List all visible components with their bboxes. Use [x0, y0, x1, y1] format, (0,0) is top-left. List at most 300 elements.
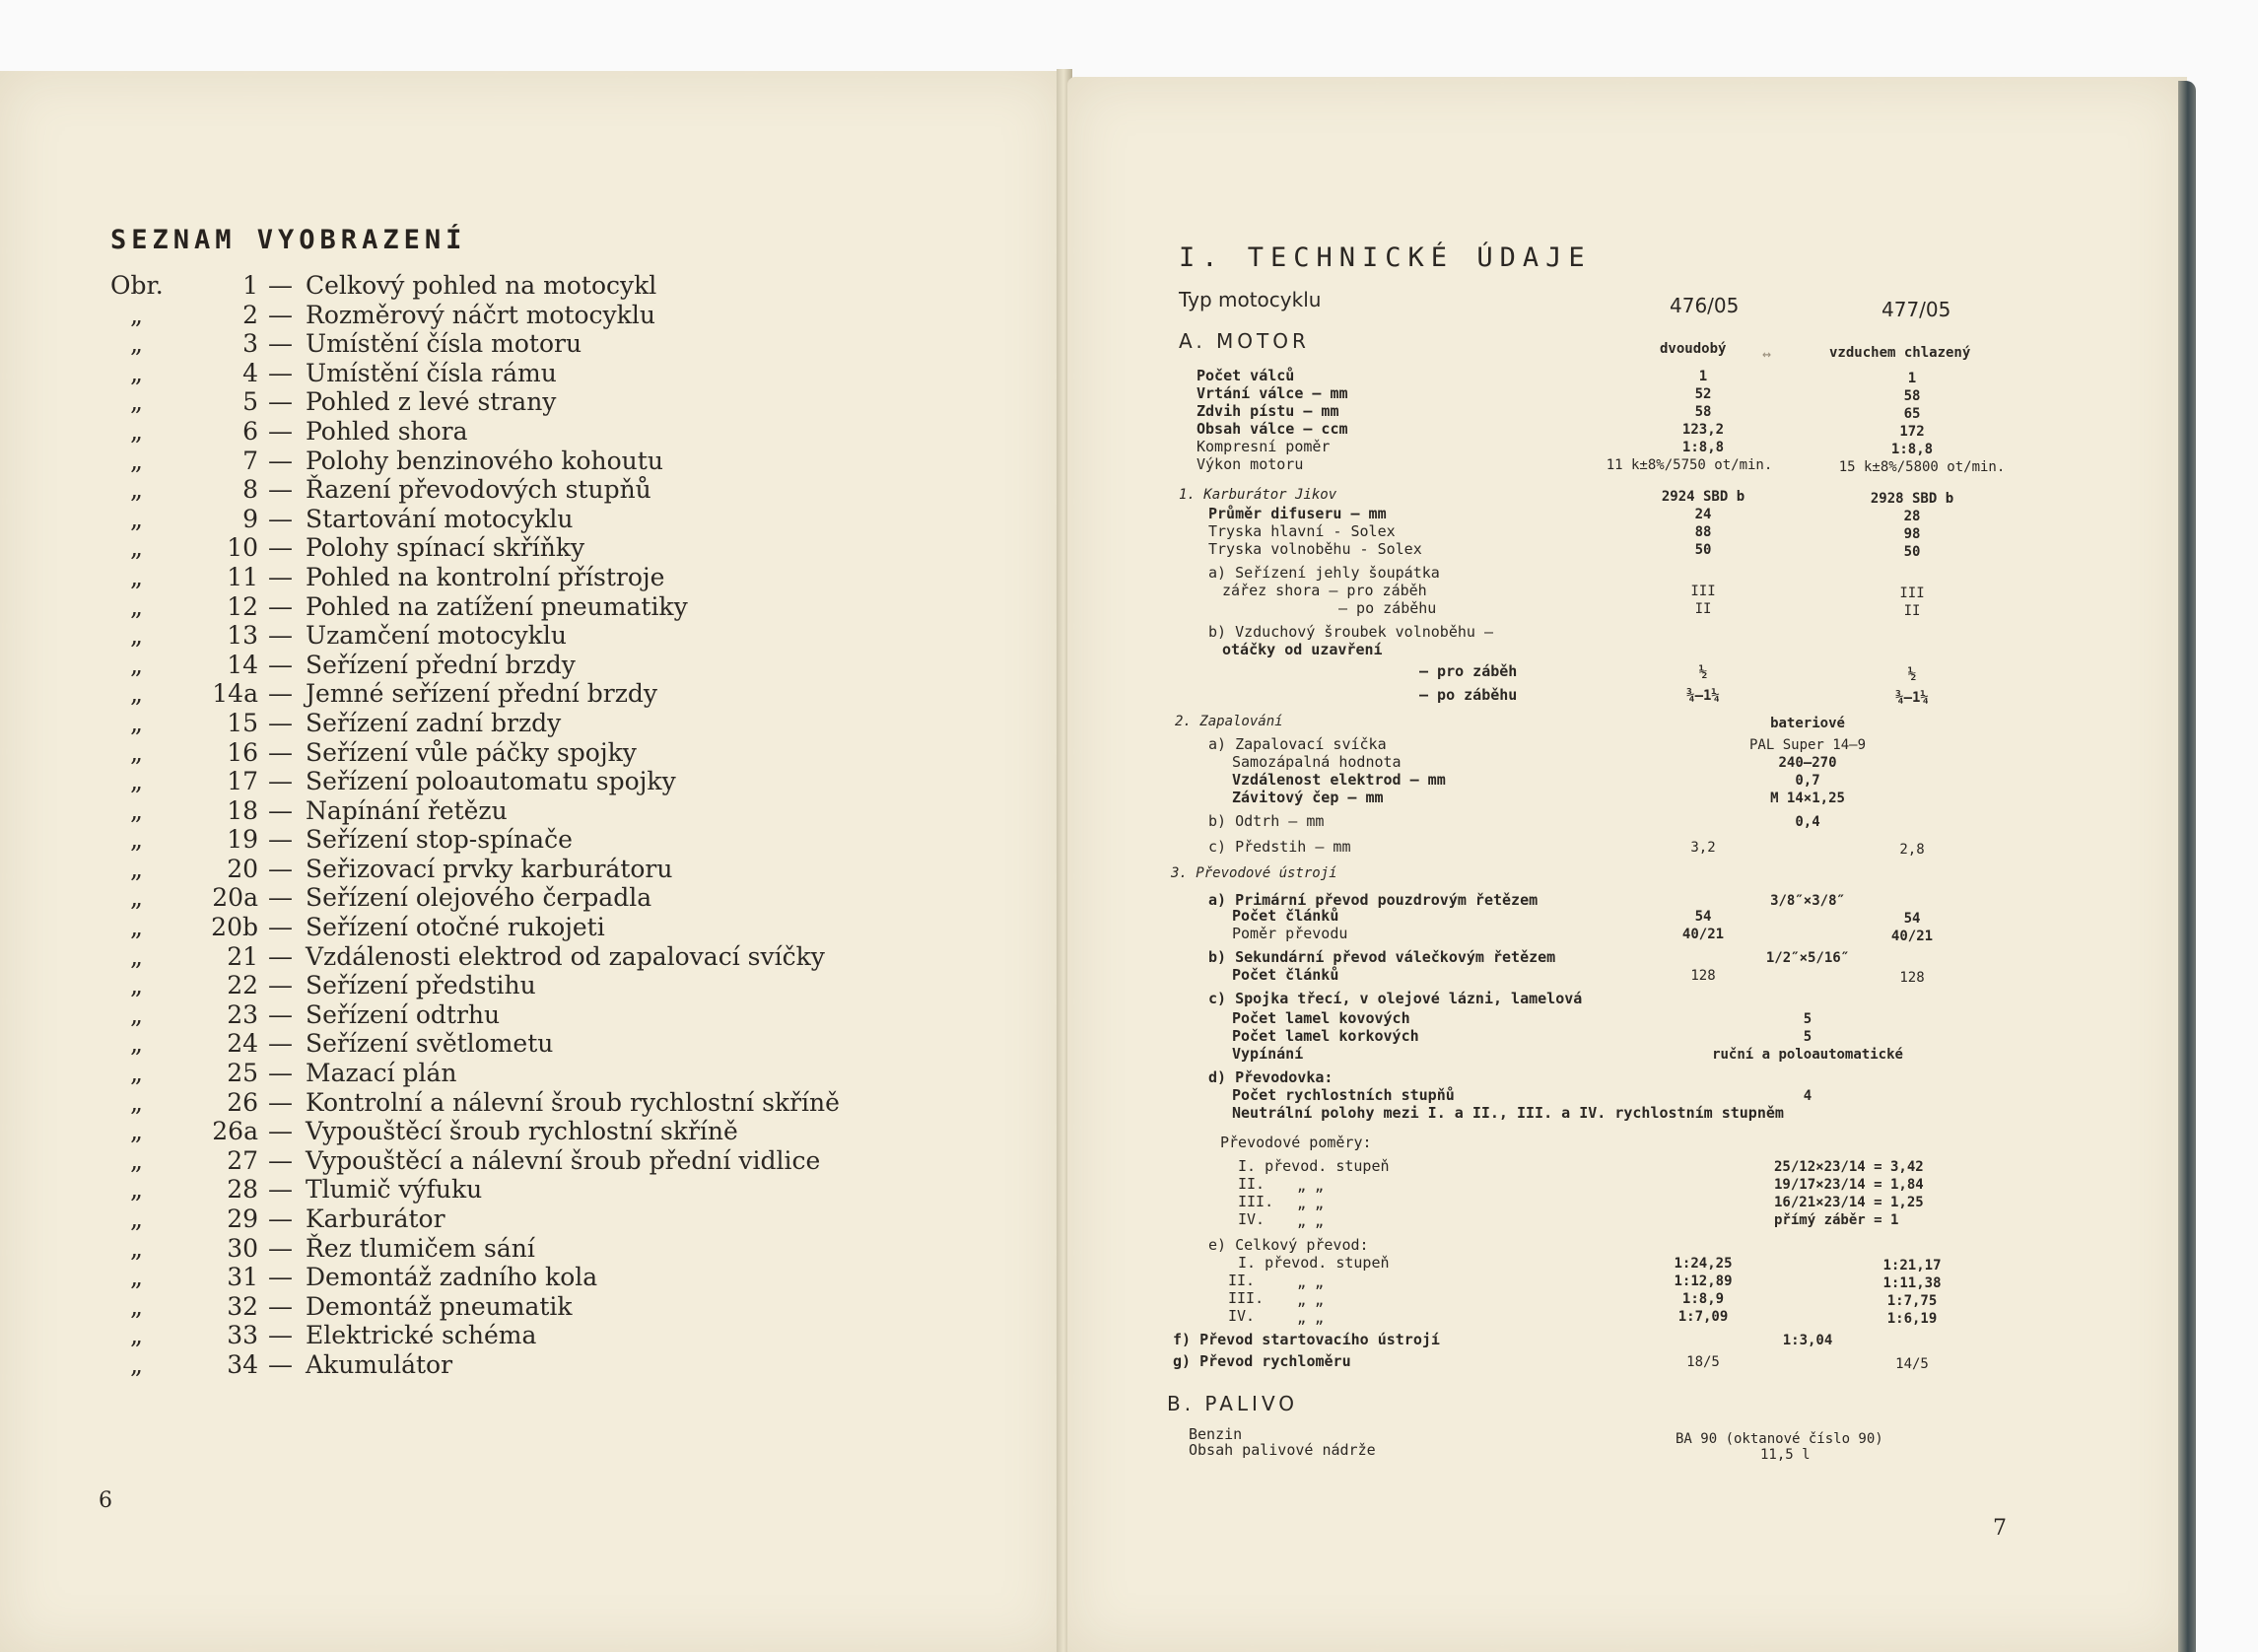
figure-dash: —: [268, 621, 293, 651]
spec-value-477: ¾—1¼: [1895, 690, 1929, 706]
figure-list-item: [110, 883, 997, 913]
double-arrow-icon: ↔: [1762, 345, 1772, 363]
spec-value-477: 1:11,38: [1882, 1275, 1942, 1291]
spec-value: ruční a poloautomatické: [1712, 1047, 1903, 1063]
figure-list-item: [110, 651, 997, 680]
ditto-marks: „ „: [1297, 1195, 1325, 1212]
figure-prefix: „: [130, 387, 143, 417]
figure-number: 14: [227, 650, 258, 679]
spec-value-476: 54: [1694, 909, 1712, 925]
figure-number: 13: [227, 621, 258, 651]
figure-number: 7: [242, 446, 258, 475]
figure-dash: —: [268, 358, 293, 387]
figure-title: Polohy spínací skříňky: [306, 533, 585, 563]
spec-value-476: III: [1690, 584, 1716, 599]
figure-dash: —: [268, 913, 293, 942]
figure-number: 11: [227, 562, 258, 591]
figure-number: 10: [227, 533, 258, 563]
figure-number: 27: [227, 1145, 258, 1175]
figure-dash: —: [268, 1059, 293, 1088]
spec-value: M 14×1,25: [1770, 791, 1845, 806]
figure-prefix: „: [130, 854, 143, 883]
figure-number: 24: [227, 1029, 258, 1059]
figure-number: 3: [242, 329, 258, 359]
figure-list-item: [110, 359, 997, 388]
figure-prefix: „: [130, 329, 143, 359]
fuel-heading: B. PALIVO: [1167, 1392, 1299, 1415]
spec-value-477: 50: [1903, 544, 1921, 560]
ditto-marks: „ „: [1297, 1212, 1325, 1230]
figure-list-item: [110, 767, 997, 796]
figure-number: 12: [227, 591, 258, 621]
figure-number: 17: [227, 767, 258, 796]
figure-title: Tlumič výfuku: [306, 1175, 483, 1205]
spec-label: Závitový čep — mm: [1232, 789, 1384, 806]
spec-value-477: 2,8: [1899, 842, 1925, 858]
figure-title: Uzamčení motocyklu: [306, 621, 567, 651]
figure-list-item: [110, 387, 997, 417]
spec-label: — po záběhu: [1338, 599, 1437, 617]
figure-list-item: [110, 709, 997, 738]
figure-dash: —: [268, 1263, 293, 1292]
figure-number: 31: [227, 1263, 258, 1292]
spec-label: Poměr převodu: [1232, 925, 1348, 942]
figure-list-item: [110, 679, 997, 709]
figure-prefix: „: [130, 679, 143, 709]
figure-title: Seřízení olejového čerpadla: [306, 883, 652, 913]
figure-prefix: „: [130, 825, 143, 855]
spec-label: zářez shora — pro záběh: [1222, 582, 1427, 599]
spec-value-476: II: [1694, 601, 1712, 617]
spec-value: 1/2″×5/16″: [1765, 950, 1850, 966]
figure-dash: —: [268, 1145, 293, 1175]
figure-title: Demontáž zadního kola: [306, 1263, 598, 1292]
spec-value-477: 28: [1903, 509, 1921, 524]
figure-title: Seřízení vůle páčky spojky: [306, 737, 637, 767]
figure-title: Seřízení otočné rukojeti: [306, 913, 605, 942]
figure-title: Startování motocyklu: [306, 504, 574, 533]
figure-list-item: [110, 329, 997, 359]
figure-title: Pohled z levé strany: [306, 387, 557, 417]
figure-list-item: [110, 1263, 997, 1292]
figure-prefix: „: [130, 562, 143, 591]
figure-dash: —: [268, 1117, 293, 1146]
spec-label: Zdvih pístu — mm: [1197, 402, 1339, 420]
figure-number: 5: [242, 387, 258, 417]
figure-prefix: „: [130, 1117, 143, 1146]
figure-title: Seřízení zadní brzdy: [306, 708, 562, 737]
figure-dash: —: [268, 446, 293, 475]
figure-prefix: „: [130, 971, 143, 1000]
spec-value-477: 1:7,75: [1886, 1293, 1938, 1309]
spec-label: Tryska hlavní - Solex: [1208, 522, 1396, 540]
spec-value: 1:3,04: [1782, 1333, 1833, 1348]
figure-number: 34: [227, 1349, 258, 1379]
spec-label: 2. Zapalování: [1175, 714, 1283, 729]
spec-value-476: 24: [1694, 507, 1712, 522]
figure-list-item: [110, 563, 997, 592]
spec-label: Vrtání válce — mm: [1197, 384, 1348, 402]
figure-title: Rozměrový náčrt motocyklu: [306, 300, 655, 329]
figure-prefix: „: [130, 1059, 143, 1088]
figure-title: Seřízení stop-spínače: [306, 825, 573, 855]
ditto-marks: „ „: [1297, 1177, 1325, 1195]
figure-dash: —: [268, 883, 293, 913]
spec-label: Počet rychlostních stupňů: [1232, 1086, 1455, 1104]
spec-value-477: ½: [1907, 666, 1917, 682]
figure-title: Vzdálenosti elektrod od zapalovací svíčky: [306, 941, 825, 971]
figure-dash: —: [268, 533, 293, 563]
figure-number: 1: [242, 271, 258, 300]
figure-list-item: [110, 942, 997, 972]
figure-dash: —: [268, 1087, 293, 1117]
technical-data-heading: I. TECHNICKÉ ÚDAJE: [1179, 242, 1592, 273]
figure-title: Vypouštěcí šroub rychlostní skříně: [306, 1117, 738, 1146]
figure-number: 21: [227, 941, 258, 971]
spec-value-477: II: [1903, 603, 1921, 619]
spec-value-477: 1:6,19: [1886, 1311, 1938, 1327]
figure-list-item: [110, 1350, 997, 1380]
figure-list-item: [110, 447, 997, 476]
figure-title: Pohled na kontrolní přístroje: [306, 562, 665, 591]
figure-dash: —: [268, 1205, 293, 1233]
figure-dash: —: [268, 767, 293, 796]
ditto-marks: „ „: [1297, 1273, 1325, 1291]
figure-dash: —: [268, 329, 293, 359]
figure-dash: —: [268, 1291, 293, 1321]
spec-label: Převodové poměry:: [1220, 1134, 1372, 1151]
right-page: [1067, 77, 2187, 1652]
spec-value: 5: [1803, 1029, 1813, 1045]
figure-list-item: [110, 855, 997, 884]
figure-number: 25: [227, 1059, 258, 1088]
spec-value-476: 1:8,8: [1681, 440, 1725, 455]
figure-prefix: „: [130, 708, 143, 737]
figure-dash: —: [268, 971, 293, 1000]
figure-number: 22: [227, 971, 258, 1000]
figure-title: Demontáž pneumatik: [306, 1291, 573, 1321]
spec-value-476: 58: [1694, 404, 1712, 420]
figure-prefix: „: [130, 475, 143, 505]
figure-prefix: „: [130, 621, 143, 651]
spec-label: — pro záběh: [1419, 662, 1518, 680]
figure-number: 30: [227, 1233, 258, 1263]
figure-title: Seřízení přední brzdy: [306, 650, 576, 679]
figure-prefix: „: [130, 1205, 143, 1233]
spec-value: 0,7: [1795, 773, 1820, 789]
figure-prefix: „: [130, 416, 143, 446]
figure-dash: —: [268, 825, 293, 855]
figure-list-item: [110, 1146, 997, 1176]
spec-value-477: 172: [1899, 424, 1925, 440]
figure-dash: —: [268, 650, 293, 679]
spec-label: 1. Karburátor Jikov: [1179, 487, 1337, 503]
spec-value: 3/8″×3/8″: [1770, 893, 1845, 909]
figure-prefix: „: [130, 1321, 143, 1350]
spec-value: 16/21×23/14 = 1,25: [1774, 1195, 1924, 1210]
figure-prefix: „: [130, 650, 143, 679]
figure-dash: —: [268, 504, 293, 533]
spec-label: b) Vzduchový šroubek volnoběhu —: [1208, 623, 1493, 641]
figure-list-item: [110, 1029, 997, 1059]
spec-value-476: 1:8,9: [1681, 1291, 1725, 1307]
figure-prefix: „: [130, 913, 143, 942]
spec-value-477: 1:21,17: [1882, 1258, 1942, 1273]
figure-prefix: Obr.: [110, 271, 164, 300]
figure-title: Seřízení odtrhu: [306, 999, 501, 1029]
spec-value-477: 1:8,8: [1890, 442, 1934, 457]
figure-list-item: [110, 271, 997, 301]
figure-list-item: [110, 825, 997, 855]
spec-label: Počet článků: [1232, 907, 1339, 925]
figure-number: 26a: [212, 1117, 258, 1146]
figure-title: Vypouštěcí a nálevní šroub přední vidlice: [306, 1145, 821, 1175]
figure-title: Pohled na zatížení pneumatiky: [306, 591, 688, 621]
figure-prefix: „: [130, 1349, 143, 1379]
figure-list-item: [110, 1292, 997, 1322]
figure-title: Seřízení poloautomatu spojky: [306, 767, 676, 796]
spec-label: Počet článků: [1232, 966, 1339, 984]
figure-title: Akumulátor: [306, 1349, 453, 1379]
spec-label: IV.: [1228, 1307, 1256, 1325]
figure-dash: —: [268, 416, 293, 446]
figure-title: Seřízení předstihu: [306, 971, 536, 1000]
figure-dash: —: [268, 271, 293, 300]
spec-label: otáčky od uzavření: [1222, 641, 1383, 658]
spec-label: Samozápalná hodnota: [1232, 753, 1402, 771]
figure-title: Řazení převodových stupňů: [306, 475, 651, 505]
spec-label: Neutrální polohy mezi I. a II., III. a IV. rychlostním stupněm: [1232, 1104, 1784, 1122]
spec-label: a) Primární převod pouzdrovým řetězem: [1208, 891, 1539, 909]
spec-value-476: 52: [1694, 386, 1712, 402]
spec-value-476: 11 k±8%/5750 ot/min.: [1606, 457, 1773, 473]
figure-number: 23: [227, 999, 258, 1029]
figure-list-item: [110, 301, 997, 330]
spec-value: 5: [1803, 1011, 1813, 1027]
figure-list-item: [110, 592, 997, 622]
figure-number: 4: [242, 358, 258, 387]
figure-number: 20a: [212, 883, 258, 913]
spec-label: Počet lamel kovových: [1232, 1009, 1410, 1027]
spec-value-476: 123,2: [1681, 422, 1725, 438]
figure-number: 16: [227, 737, 258, 767]
spec-label: f) Převod startovacího ústrojí: [1173, 1331, 1440, 1348]
spec-value-477: 128: [1899, 970, 1925, 986]
figure-list-item: [110, 1059, 997, 1088]
book-cover-edge: [2178, 81, 2196, 1652]
figure-title: Seřízení světlometu: [306, 1029, 554, 1059]
spec-label: d) Převodovka:: [1208, 1068, 1334, 1086]
figure-number: 2: [242, 300, 258, 329]
figure-dash: —: [268, 1349, 293, 1379]
figure-number: 6: [242, 416, 258, 446]
spec-value-477: 2928 SBD b: [1870, 491, 1954, 507]
ditto-marks: „ „: [1297, 1309, 1325, 1327]
figure-list-item: [110, 1234, 997, 1264]
spec-label: Tryska volnoběhu - Solex: [1208, 540, 1422, 558]
figure-dash: —: [268, 999, 293, 1029]
spec-value: 19/17×23/14 = 1,84: [1774, 1177, 1924, 1193]
spec-label: b) Odtrh — mm: [1208, 812, 1325, 830]
spec-label: III.: [1228, 1289, 1265, 1307]
spec-label: a) Seřízení jehly šoupátka: [1208, 564, 1440, 582]
figure-prefix: „: [130, 1029, 143, 1059]
figure-list-item: [110, 1175, 997, 1205]
spec-label: b) Sekundární převod válečkovým řetězem: [1208, 948, 1556, 966]
spec-value-476: ½: [1698, 664, 1708, 680]
spec-label: II.: [1228, 1272, 1256, 1289]
spec-label: c) Spojka třecí, v olejové lázni, lamelová: [1208, 990, 1583, 1007]
spec-value-476: 40/21: [1681, 927, 1725, 942]
figure-title: Pohled shora: [306, 416, 468, 446]
figure-list-item: [110, 475, 997, 505]
figure-list-item: [110, 1088, 997, 1118]
figure-list-item: [110, 913, 997, 942]
spec-value-477: 15 k±8%/5800 ot/min.: [1838, 459, 2006, 475]
spec-value-477: III: [1899, 585, 1925, 601]
figure-prefix: „: [130, 1145, 143, 1175]
figure-prefix: „: [130, 1087, 143, 1117]
spec-value: 25/12×23/14 = 3,42: [1774, 1159, 1924, 1175]
figure-number: 19: [227, 825, 258, 855]
spec-value-476: 1:7,09: [1677, 1309, 1729, 1325]
figure-dash: —: [268, 795, 293, 825]
motor-kind-a: dvoudobý: [1660, 341, 1727, 357]
figure-list-item: [110, 533, 997, 563]
spec-label: II.: [1238, 1175, 1266, 1193]
spec-value-477: 14/5: [1895, 1356, 1929, 1372]
spec-value-476: 1:12,89: [1674, 1273, 1733, 1289]
spec-label: c) Předstih — mm: [1208, 838, 1351, 856]
fuel-value: BA 90 (oktanové číslo 90): [1676, 1431, 1883, 1447]
figure-dash: —: [268, 1233, 293, 1263]
figure-prefix: „: [130, 504, 143, 533]
figure-list-item: [110, 417, 997, 447]
spec-value-477: 40/21: [1890, 929, 1934, 944]
spec-value-476: 88: [1694, 524, 1712, 540]
figure-prefix: „: [130, 358, 143, 387]
spec-label: g) Převod rychloměru: [1173, 1352, 1351, 1370]
spec-value-476: 18/5: [1686, 1354, 1720, 1370]
figure-dash: —: [268, 591, 293, 621]
figure-list-item: [110, 1205, 997, 1234]
figure-number: 32: [227, 1291, 258, 1321]
spec-label: Vzdálenost elektrod — mm: [1232, 771, 1446, 789]
ditto-marks: „ „: [1297, 1291, 1325, 1309]
figure-title: Karburátor: [306, 1205, 445, 1233]
spec-value-477: 65: [1903, 406, 1921, 422]
spec-label: e) Celkový převod:: [1208, 1236, 1369, 1254]
figure-prefix: „: [130, 1291, 143, 1321]
figure-number: 33: [227, 1321, 258, 1350]
figure-number: 14a: [212, 679, 258, 709]
spec-value-477: 58: [1903, 388, 1921, 404]
figure-title: Umístění čísla rámu: [306, 358, 557, 387]
spec-value: přímý záběr = 1: [1774, 1212, 1899, 1228]
page-number-left: 6: [99, 1488, 112, 1513]
motor-heading: A. MOTOR: [1179, 329, 1310, 353]
spec-value-476: ¾—1¼: [1686, 688, 1720, 704]
spec-label: 3. Převodové ústrojí: [1171, 865, 1337, 881]
spec-value-477: 54: [1903, 911, 1921, 927]
spec-value-476: 1:24,25: [1674, 1256, 1733, 1272]
type-a: 476/05: [1670, 294, 1740, 317]
figure-title: Polohy benzinového kohoutu: [306, 446, 663, 475]
spec-label: I. převod. stupeň: [1238, 1254, 1390, 1272]
spec-value-476: 1: [1698, 369, 1708, 384]
figure-list-item: [110, 621, 997, 651]
figure-title: Umístění čísla motoru: [306, 329, 582, 359]
figure-number: 8: [242, 475, 258, 505]
spec-value: bateriové: [1770, 716, 1845, 731]
figure-title: Seřizovací prvky karburátoru: [306, 854, 673, 883]
figure-dash: —: [268, 854, 293, 883]
figure-prefix: „: [130, 1233, 143, 1263]
tank-label: Obsah palivové nádrže: [1189, 1441, 1376, 1459]
figure-prefix: „: [130, 591, 143, 621]
figure-dash: —: [268, 562, 293, 591]
figure-list-item: [110, 505, 997, 534]
figure-number: 9: [242, 504, 258, 533]
figure-prefix: „: [130, 767, 143, 796]
figure-number: 29: [227, 1205, 258, 1233]
figure-list-item: [110, 1321, 997, 1350]
figure-prefix: „: [130, 1263, 143, 1292]
figure-title: Kontrolní a nálevní šroub rychlostní skříně: [306, 1087, 840, 1117]
spec-label: Obsah válce — ccm: [1197, 420, 1348, 438]
spec-label: III.: [1238, 1193, 1274, 1210]
spec-label: Průměr difuseru — mm: [1208, 505, 1387, 522]
figure-prefix: „: [130, 883, 143, 913]
figure-list-item: [110, 796, 997, 826]
figure-dash: —: [268, 941, 293, 971]
figure-title: Jemné seřízení přední brzdy: [306, 679, 657, 709]
figure-dash: —: [268, 679, 293, 709]
spec-value-476: 50: [1694, 542, 1712, 558]
spec-value: PAL Super 14—9: [1748, 737, 1867, 753]
figure-number: 26: [227, 1087, 258, 1117]
type-label: Typ motocyklu: [1179, 288, 1322, 311]
figure-prefix: „: [130, 941, 143, 971]
figure-list-item: [110, 738, 997, 768]
figure-title: Mazací plán: [306, 1059, 457, 1088]
figure-list-item: [110, 1000, 997, 1030]
figure-number: 20b: [211, 913, 258, 942]
fuel-label: Benzin: [1189, 1425, 1243, 1443]
figure-dash: —: [268, 708, 293, 737]
figure-prefix: „: [130, 737, 143, 767]
spec-label: Kompresní poměr: [1197, 438, 1331, 455]
spec-value-476: 3,2: [1690, 840, 1716, 856]
figure-dash: —: [268, 300, 293, 329]
figure-number: 15: [227, 708, 258, 737]
figure-prefix: „: [130, 795, 143, 825]
figure-dash: —: [268, 1321, 293, 1350]
figure-dash: —: [268, 737, 293, 767]
figure-list-item: [110, 1117, 997, 1146]
figure-prefix: „: [130, 533, 143, 563]
tank-value: 11,5 l: [1760, 1447, 1811, 1463]
figure-list-item: [110, 971, 997, 1000]
spec-value-477: 98: [1903, 526, 1921, 542]
page-number-right: 7: [1993, 1516, 2007, 1541]
spec-label: Počet válců: [1197, 367, 1295, 384]
figure-prefix: „: [130, 1175, 143, 1205]
figure-title: Celkový pohled na motocykl: [306, 271, 657, 300]
figure-list-heading: SEZNAM VYOBRAZENÍ: [110, 225, 467, 255]
figure-title: Řez tlumičem sání: [306, 1233, 535, 1263]
figure-dash: —: [268, 475, 293, 505]
